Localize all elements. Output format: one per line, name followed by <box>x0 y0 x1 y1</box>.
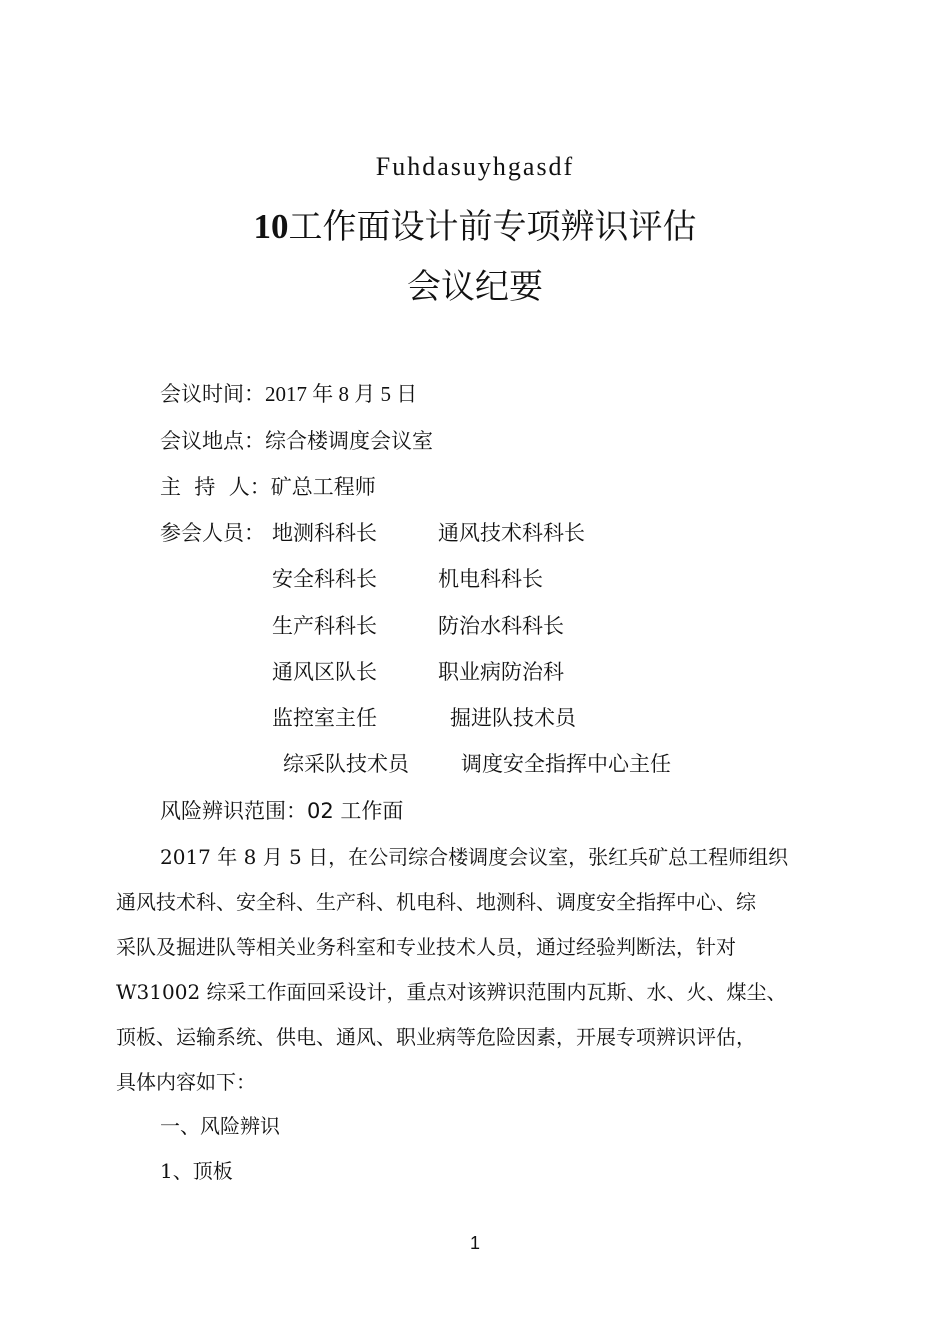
document-header: Fuhdasuyhgasdf <box>375 152 575 181</box>
meeting-place-row <box>160 425 433 455</box>
meeting-host-row <box>160 471 376 501</box>
title-text: 工作面设计前专项辨识评估 <box>288 207 697 247</box>
body-line: 顶板、运输系统、供电、通风、职业病等危险因素，开展专项辨识评估， <box>116 1025 756 1049</box>
meeting-host-value: 矿总工程师 <box>270 475 376 499</box>
attendee-right: 通风技术科科长 <box>438 521 585 545</box>
scope-value: 02 工作面 <box>307 799 404 823</box>
meeting-time-row <box>160 378 417 408</box>
document-title-line2: 会议纪要 <box>407 267 543 307</box>
attendee-right: 掘进队技术员 <box>450 706 576 730</box>
body-line: 采队及掘进队等相关业务科室和专业技术人员，通过经验判断法，针对 <box>116 935 736 959</box>
title-number: 10 <box>253 207 289 246</box>
attendee-right: 防治水科科长 <box>438 614 564 638</box>
attendee-left: 生产科科长 <box>272 614 377 638</box>
section-heading: 一、风险辨识 <box>160 1114 280 1138</box>
body-line: 通风技术科、安全科、生产科、机电科、地测科、调度安全指挥中心、综 <box>116 890 756 914</box>
subsection-heading: 1、顶板 <box>160 1159 233 1183</box>
body-line: 2017 年 8 月 5 日，在公司综合楼调度会议室，张红兵矿总工程师组织 <box>160 845 789 869</box>
meeting-place-value: 综合楼调度会议室 <box>265 429 433 453</box>
meeting-time-label: 会议时间： <box>160 382 265 406</box>
attendee-right: 职业病防治科 <box>438 660 564 684</box>
attendee-left: 监控室主任 <box>272 706 377 730</box>
attendee-left: 地测科科长 <box>272 521 377 545</box>
attendee-left: 通风区队长 <box>272 660 377 684</box>
attendee-right: 机电科科长 <box>438 567 543 591</box>
page-number: 1 <box>469 1233 480 1253</box>
body-line: W31002 综采工作面回采设计，重点对该辨识范围内瓦斯、水、火、煤尘、 <box>116 980 787 1004</box>
scope-row <box>160 795 403 825</box>
meeting-time-value: 2017 年 8 月 5 日 <box>265 382 418 406</box>
meeting-host-label: 主 持 人： <box>160 475 271 499</box>
meeting-place-label: 会议地点： <box>160 429 265 453</box>
attendee-right: 调度安全指挥中心主任 <box>461 752 671 776</box>
scope-label: 风险辨识范围： <box>160 799 307 823</box>
attendee-left: 安全科科长 <box>272 567 377 591</box>
attendees-label: 参会人员： <box>160 521 265 545</box>
document-title-line1 <box>0 199 950 248</box>
body-line: 具体内容如下： <box>116 1070 256 1094</box>
attendee-left: 综采队技术员 <box>283 752 409 776</box>
